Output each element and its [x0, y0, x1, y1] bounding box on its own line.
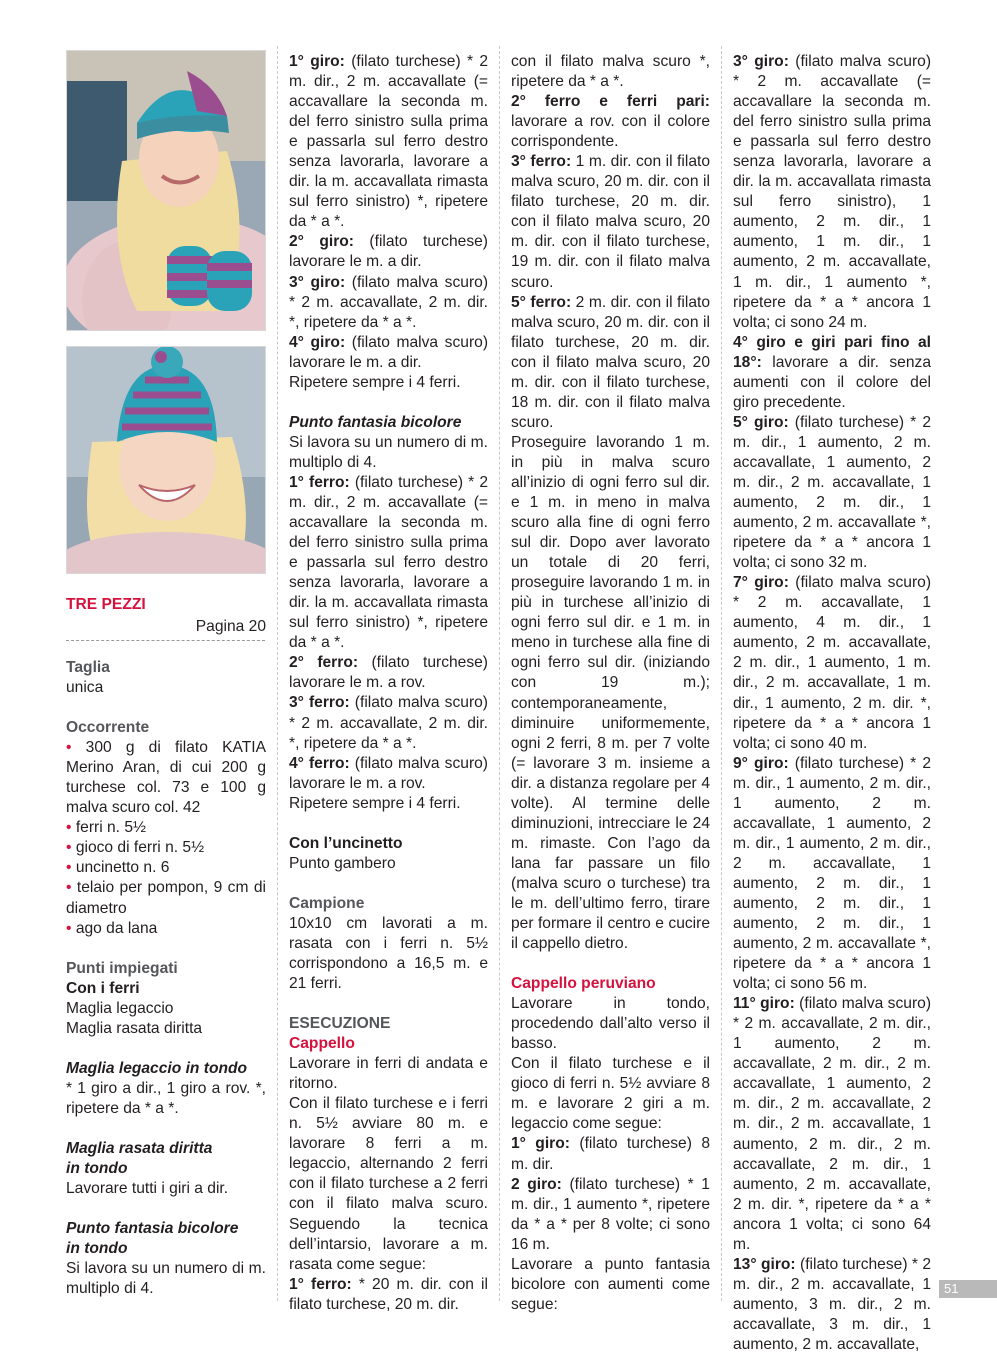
paragraph: con il filato malva scuro *, ripetere da * a *. — [511, 53, 710, 91]
paragraph: 2° ferro: (filato turchese) lavorare le m. a rov. — [289, 654, 488, 692]
paragraph: 3° giro: (filato malva scuro) * 2 m. accavallate (= accavallare la seconda m. del ferro sinistro sulla prima e passarla sul ferro destro senza lavorarla, lavorare a dir. la m. accavallata rimasta sul ferro sinistro), 1 aumento, 2 m. dir., 1 aumento, 1 m. dir., 1 aumento, 2 m. accavallate, 1 m. dir., 1 aumento *, ripetere da * a * ancora 1 volta; ci sono 24 m. — [733, 53, 932, 331]
paragraph: 10x10 cm lavorati a m. rasata con i ferri n. 5½ corrispondono a 16,5 m. e 21 ferri. — [289, 914, 488, 993]
photo-woman-pompom-hat — [66, 346, 266, 574]
heading-uncinetto: Con l’uncinetto — [289, 834, 403, 852]
taglia-value: unica — [66, 679, 104, 697]
page-number: 51 — [939, 1280, 997, 1298]
paragraph: Con il filato turchese e i ferri n. 5½ avviare 80 m. e lavorare 8 ferri a m. legaccio, alternando 2 ferri con il filato turchese a 2 ferri con il filato malva scuro. Seguendo la tecnica dell’intarsio, lavorare a m. rasata come segue: — [289, 1095, 488, 1273]
paragraph: Lavorare in ferri di andata e ritorno. — [289, 1055, 488, 1093]
heading-punto-fantasia-tondo-2: in tondo — [66, 1240, 128, 1258]
paragraph: Si lavora su un numero di m. multiplo di 4. — [289, 433, 488, 471]
heading-maglia-legaccio-tondo: Maglia legaccio in tondo — [66, 1059, 248, 1077]
woman-pompom-hat-icon — [67, 347, 265, 573]
list-item: • ferri n. 5½ — [66, 819, 147, 837]
paragraph: * 1 giro a dir., 1 giro a rov. *, ripetere da * a *. — [66, 1079, 266, 1117]
woman-teal-hat-mittens-icon — [67, 51, 265, 330]
section-title: TRE PEZZI — [66, 596, 146, 613]
column-divider — [499, 46, 500, 1301]
subheading-con-ferri: Con i ferri — [66, 979, 140, 997]
paragraph: Lavorare in tondo, procedendo dall’alto verso il basso. — [511, 995, 710, 1053]
paragraph: Lavorare tutti i giri a dir. — [66, 1180, 229, 1198]
paragraph: Proseguire lavorando 1 m. in più in malva scuro all’inizio di ogni ferro sul dir. e 1 m. in meno in malva scuro alla fine di ogni ferro sul dir. Dopo aver lavorato un totale di 20 ferri, proseguire lavorando 1 m. in più in turchese all’inizio di ogni ferro sul dir. e 1 m. in meno in turchese alla fine di ogni ferro sul dir. (iniziando con 19 m.); contemporaneamente, diminuire uniformemente, ogni 2 ferri, 8 m. per 7 volte (= lavorare 3 m. insieme a dir. a distanza regolare per 4 volte). Al termine delle diminuzioni, intrecciare le 24 m. rimaste. Con l’ago da lana far passare un filo (malva scuro o turchese) tra le m. dell’ultimo ferro, tirare per formare il centro e cucire il cappello dietro. — [511, 433, 710, 953]
heading-taglia: Taglia — [66, 659, 110, 676]
heading-occorrente: Occorrente — [66, 719, 150, 737]
heading-maglia-rasata-tondo-2: in tondo — [66, 1159, 128, 1177]
punto-item: Maglia legaccio — [66, 999, 174, 1017]
paragraph: Lavorare a punto fantasia bicolore con aumenti come segue: — [511, 1255, 710, 1313]
heading-cappello: Cappello — [289, 1035, 355, 1053]
paragraph: 1° ferro: (filato turchese) * 2 m. dir., 2 m. accavallate (= accavallare la seconda m. del ferro sinistro sulla prima e passarla sul ferro destro senza lavorarla, lavorare a dir. la m. accavallata rimasta sul ferro sinistro) *, ripetere da * a *. — [289, 473, 489, 652]
column-1 — [66, 658, 266, 1299]
paragraph: 3° giro: (filato malva scuro) * 2 m. accavallate, 2 m. dir. *, ripetere da * a *. — [289, 273, 489, 331]
heading-cappello-peruviano: Cappello peruviano — [511, 975, 656, 993]
paragraph: Ripetere sempre i 4 ferri. — [289, 373, 461, 391]
heading-punto-fantasia-tondo: Punto fantasia bicolore — [66, 1220, 239, 1238]
photo-woman-teal-hat — [66, 50, 266, 331]
heading-esecuzione: ESECUZIONE — [289, 1015, 391, 1033]
paragraph: Si lavora su un numero di m. multiplo di 4. — [66, 1260, 266, 1298]
list-item: • 300 g di filato KATIA Merino Aran, di cui 200 g turchese col. 73 e 100 g malva scuro col. 42 — [66, 739, 266, 817]
column-divider — [721, 46, 722, 1301]
paragraph: 1° giro: (filato turchese) 8 m. dir. — [511, 1135, 710, 1173]
paragraph: 3° ferro: 1 m. dir. con il filato malva scuro, 20 m. dir. con il filato turchese, 20 m. dir. con il filato malva scuro, 20 m. dir. con il filato turchese, 19 m. dir. con il filato malva scuro. — [511, 153, 710, 291]
paragraph: Punto gambero — [289, 854, 396, 872]
paragraph: 3° ferro: (filato malva scuro) * 2 m. accavallate, 2 m. dir. *, ripetere da * a *. — [289, 694, 488, 752]
column-3 — [511, 52, 710, 1315]
page-reference: Pagina 20 — [195, 618, 266, 635]
list-item: • ago da lana — [66, 919, 158, 937]
heading-maglia-rasata-tondo: Maglia rasata diritta — [66, 1139, 213, 1157]
paragraph: 2 giro: (filato turchese) * 1 m. dir., 1 aumento *, ripetere da * a * per 8 volte; ci sono 16 m. — [511, 1175, 710, 1253]
paragraph: 4° giro e giri pari fino al 18°: lavorare a dir. senza aumenti con il colore del giro precedente. — [733, 333, 931, 411]
punto-item: Maglia rasata diritta — [66, 1019, 203, 1037]
paragraph: 1° ferro: * 20 m. dir. con il filato turchese, 20 m. dir. — [289, 1275, 488, 1313]
paragraph: Ripetere sempre i 4 ferri. — [289, 794, 461, 812]
paragraph: 11° giro: (filato malva scuro) * 2 m. accavallate, 2 m. dir., 1 aumento, 2 m. accavallate, 2 m. dir., 2 m. accavallate, 1 aumento, 2 m. dir., 2 m. accavallate, 2 m. dir., 2 m. accavallate, 1 aumento, 2 m. dir., 2 m. accavallate, 2 m. dir., 1 aumento, 2 m. accavallate, 2 m. dir. *, ripetere da * a * ancora 1 volta; ci sono 64 m. — [733, 995, 932, 1253]
paragraph: 2° ferro e ferri pari: lavorare a rov. con il colore corrispondente. — [511, 93, 710, 151]
heading-campione: Campione — [289, 894, 365, 912]
column-divider — [277, 46, 278, 1301]
column-4 — [733, 52, 931, 1355]
paragraph: Con il filato turchese e il gioco di ferri n. 5½ avviare 8 m. e lavorare 2 giri a m. legaccio come segue: — [511, 1055, 710, 1133]
heading-punto-fantasia: Punto fantasia bicolore — [289, 413, 462, 431]
list-item: • gioco di ferri n. 5½ — [66, 839, 205, 857]
paragraph: 1° giro: (filato turchese) * 2 m. dir., 2 m. accavallate (= accavallare la seconda m. del ferro sinistro sulla prima e passarla sul ferro destro senza lavorarla, lavorare a dir. la m. accavallata rimasta sul ferro sinistro) *, ripetere da * a *. — [289, 53, 488, 231]
paragraph: 4° giro: (filato malva scuro) lavorare le m. a dir. — [289, 333, 489, 371]
paragraph: 7° giro: (filato malva scuro) * 2 m. accavallate, 1 aumento, 4 m. dir., 1 aumento, 2 m. accavallate, 2 m. dir., 1 aumento, 1 m. dir., 2 m. accavallate, 1 m. dir., 1 aumento, 2 m. dir. *, ripetere da * a * ancora 1 volta; ci sono 40 m. — [733, 574, 932, 752]
paragraph: 5° ferro: 2 m. dir. con il filato malva scuro, 20 m. dir. con il filato turchese, 20 m. dir. con il filato malva scuro, 20 m. dir. con il filato turchese, 18 m. dir. con il filato malva scuro. — [511, 293, 710, 431]
paragraph: 2° giro: (filato turchese) lavorare le m. a dir. — [289, 233, 488, 271]
paragraph: 9° giro: (filato turchese) * 2 m. dir., 1 aumento, 2 m. dir., 1 aumento, 2 m. accavallate, 1 aumento, 2 m. dir., 1 aumento, 2 m. dir., 2 m. accavallate, 1 aumento, 2 m. dir., 1 aumento, 2 m. dir., 1 aumento, 2 m. dir., 1 aumento, 2 m. accavallate *, ripetere da * a * ancora 1 volta; ci sono 56 m. — [733, 754, 932, 993]
heading-punti: Punti impiegati — [66, 959, 178, 977]
paragraph: 13° giro: (filato turchese) * 2 m. dir., 2 m. accavallate, 1 aumento, 3 m. dir., 2 m. accavallate, 3 m. dir., 1 aumento, 2 m. accavallate, — [733, 1255, 932, 1353]
column-2 — [289, 52, 488, 1315]
title-divider — [66, 640, 265, 641]
list-item: • uncinetto n. 6 — [66, 859, 170, 877]
list-item: • telaio per pompon, 9 cm di diametro — [66, 879, 266, 917]
paragraph: 4° ferro: (filato malva scuro) lavorare le m. a rov. — [289, 754, 488, 792]
paragraph: 5° giro: (filato turchese) * 2 m. dir., 1 aumento, 2 m. accavallate, 1 aumento, 2 m. dir., 2 m. accavallate, 1 aumento, 2 m. dir., 1 aumento, 2 m. accavallate *, ripetere da * a * ancora 1 volta; ci sono 32 m. — [733, 413, 932, 572]
